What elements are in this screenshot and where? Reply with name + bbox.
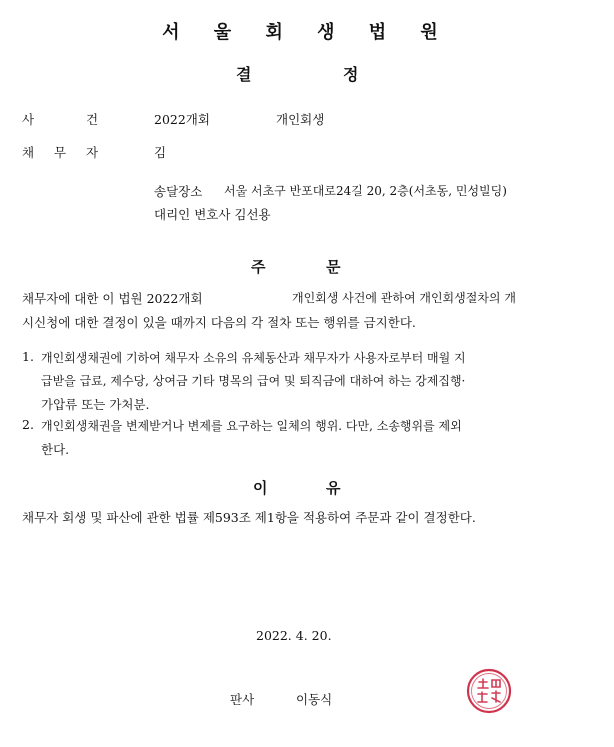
case-label-char-1: 사 [22,112,35,127]
service-address: 서울 서초구 반포대로24길 20, 2층(서초동, 민성빌딩) [224,184,507,198]
decision-date: 2022. 4. 20. [256,628,332,643]
order-heading-left: 주 [251,258,266,276]
case-label-char-2: 건 [86,112,99,127]
service-agent: 대리인 변호사 김선용 [154,207,271,222]
reason-heading-right: 유 [326,479,341,497]
reason-heading-left: 이 [253,479,268,497]
debtor-name: 김 [154,145,167,160]
list-item-line: 개인회생채권에 기하여 채무자 소유의 유체동산과 채무자가 사용자로부터 매월 지 [41,351,466,365]
judge-name: 이동식 [296,692,333,707]
list-item-num: 2. [22,417,34,432]
list-item-num: 1. [22,349,34,364]
list-item-line: 가압류 또는 가처분. [41,397,150,412]
reason-text: 채무자 회생 및 파산에 관한 법률 제593조 제1항을 적용하여 주문과 같이 결정한다. [22,510,476,525]
case-type: 개인회생 [276,112,325,127]
debtor-label-char-2: 무 [54,145,67,160]
order-intro-2: 개인회생 사건에 관하여 개인회생절차의 개 [292,291,516,305]
debtor-label-char-3: 자 [86,145,99,160]
doc-type-right: 정 [343,65,359,84]
doc-type-left: 결 [236,65,252,84]
order-intro-1: 채무자에 대한 이 법원 2022개회 [22,291,203,306]
list-item-line: 개인회생채권을 변제받거나 변제를 요구하는 일체의 행위. 다만, 소송행위를 제외 [41,419,462,433]
debtor-label-char-1: 채 [22,145,35,160]
list-item-line: 한다. [41,442,70,457]
court-seal-icon [466,668,512,714]
judge-title: 판사 [230,692,255,707]
court-name: 서 울 회 생 법 원 [162,22,452,43]
service-label: 송달장소 [154,184,203,199]
case-number: 2022개회 [154,112,210,127]
court-seal-stamp [466,668,512,714]
order-intro-3: 시신청에 대한 결정이 있을 때까지 다음의 각 절차 또는 행위를 금지한다. [22,315,416,330]
order-heading-right: 문 [326,258,341,276]
list-item-line: 급받을 급료, 제수당, 상여금 기타 명목의 급여 및 퇴직금에 대하여 하는 강제집행· [41,374,466,388]
